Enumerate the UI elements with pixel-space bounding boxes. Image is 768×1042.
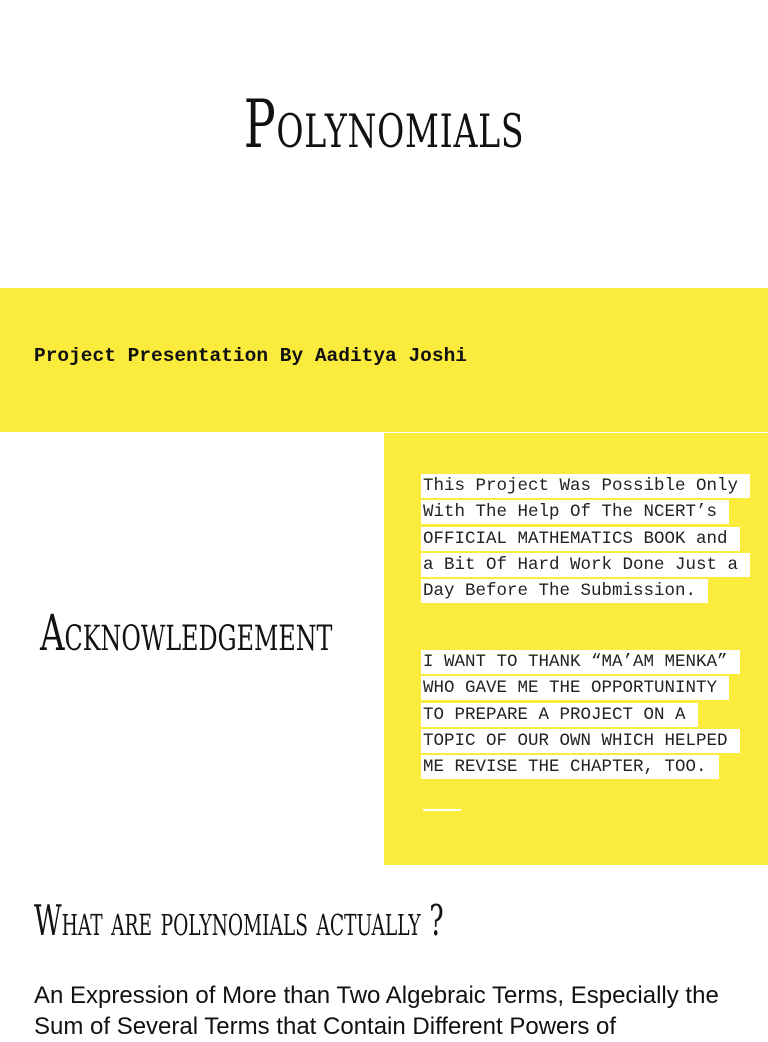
acknowledgement-heading: Acknowledgement [40,604,333,662]
section-heading: What are polynomials actually ? [34,896,444,945]
definition-text: An Expression of More than Two Algebraic Terms, Especially the Sum of Several Terms that Contain Different Powers of [34,982,719,1040]
acknowledgement-paragraph-1 [421,473,741,604]
page-title: Polynomials [243,86,525,163]
paragraph-underline-divider [423,809,461,811]
acknowledgement-paragraph-2-text: I WANT TO THANK “MA’AM MENKA” WHO GAVE ME THE OPPORTUNINTY TO PREPARE A PROJECT ON A TOPIC OF OUR OWN WHICH HELPED ME REVISE THE CHAPTER, TOO. [421,650,740,779]
acknowledgement-paragraph-2 [421,649,741,780]
title-slide [0,0,768,288]
acknowledgement-paragraph-1-text: This Project Was Possible Only With The Help Of The NCERT’s OFFICIAL MATHEMATICS BOOK and a Bit Of Hard Work Done Just a Day Before The Submission. [421,474,750,603]
author-banner-text: Project Presentation By Aaditya Joshi [34,345,467,367]
